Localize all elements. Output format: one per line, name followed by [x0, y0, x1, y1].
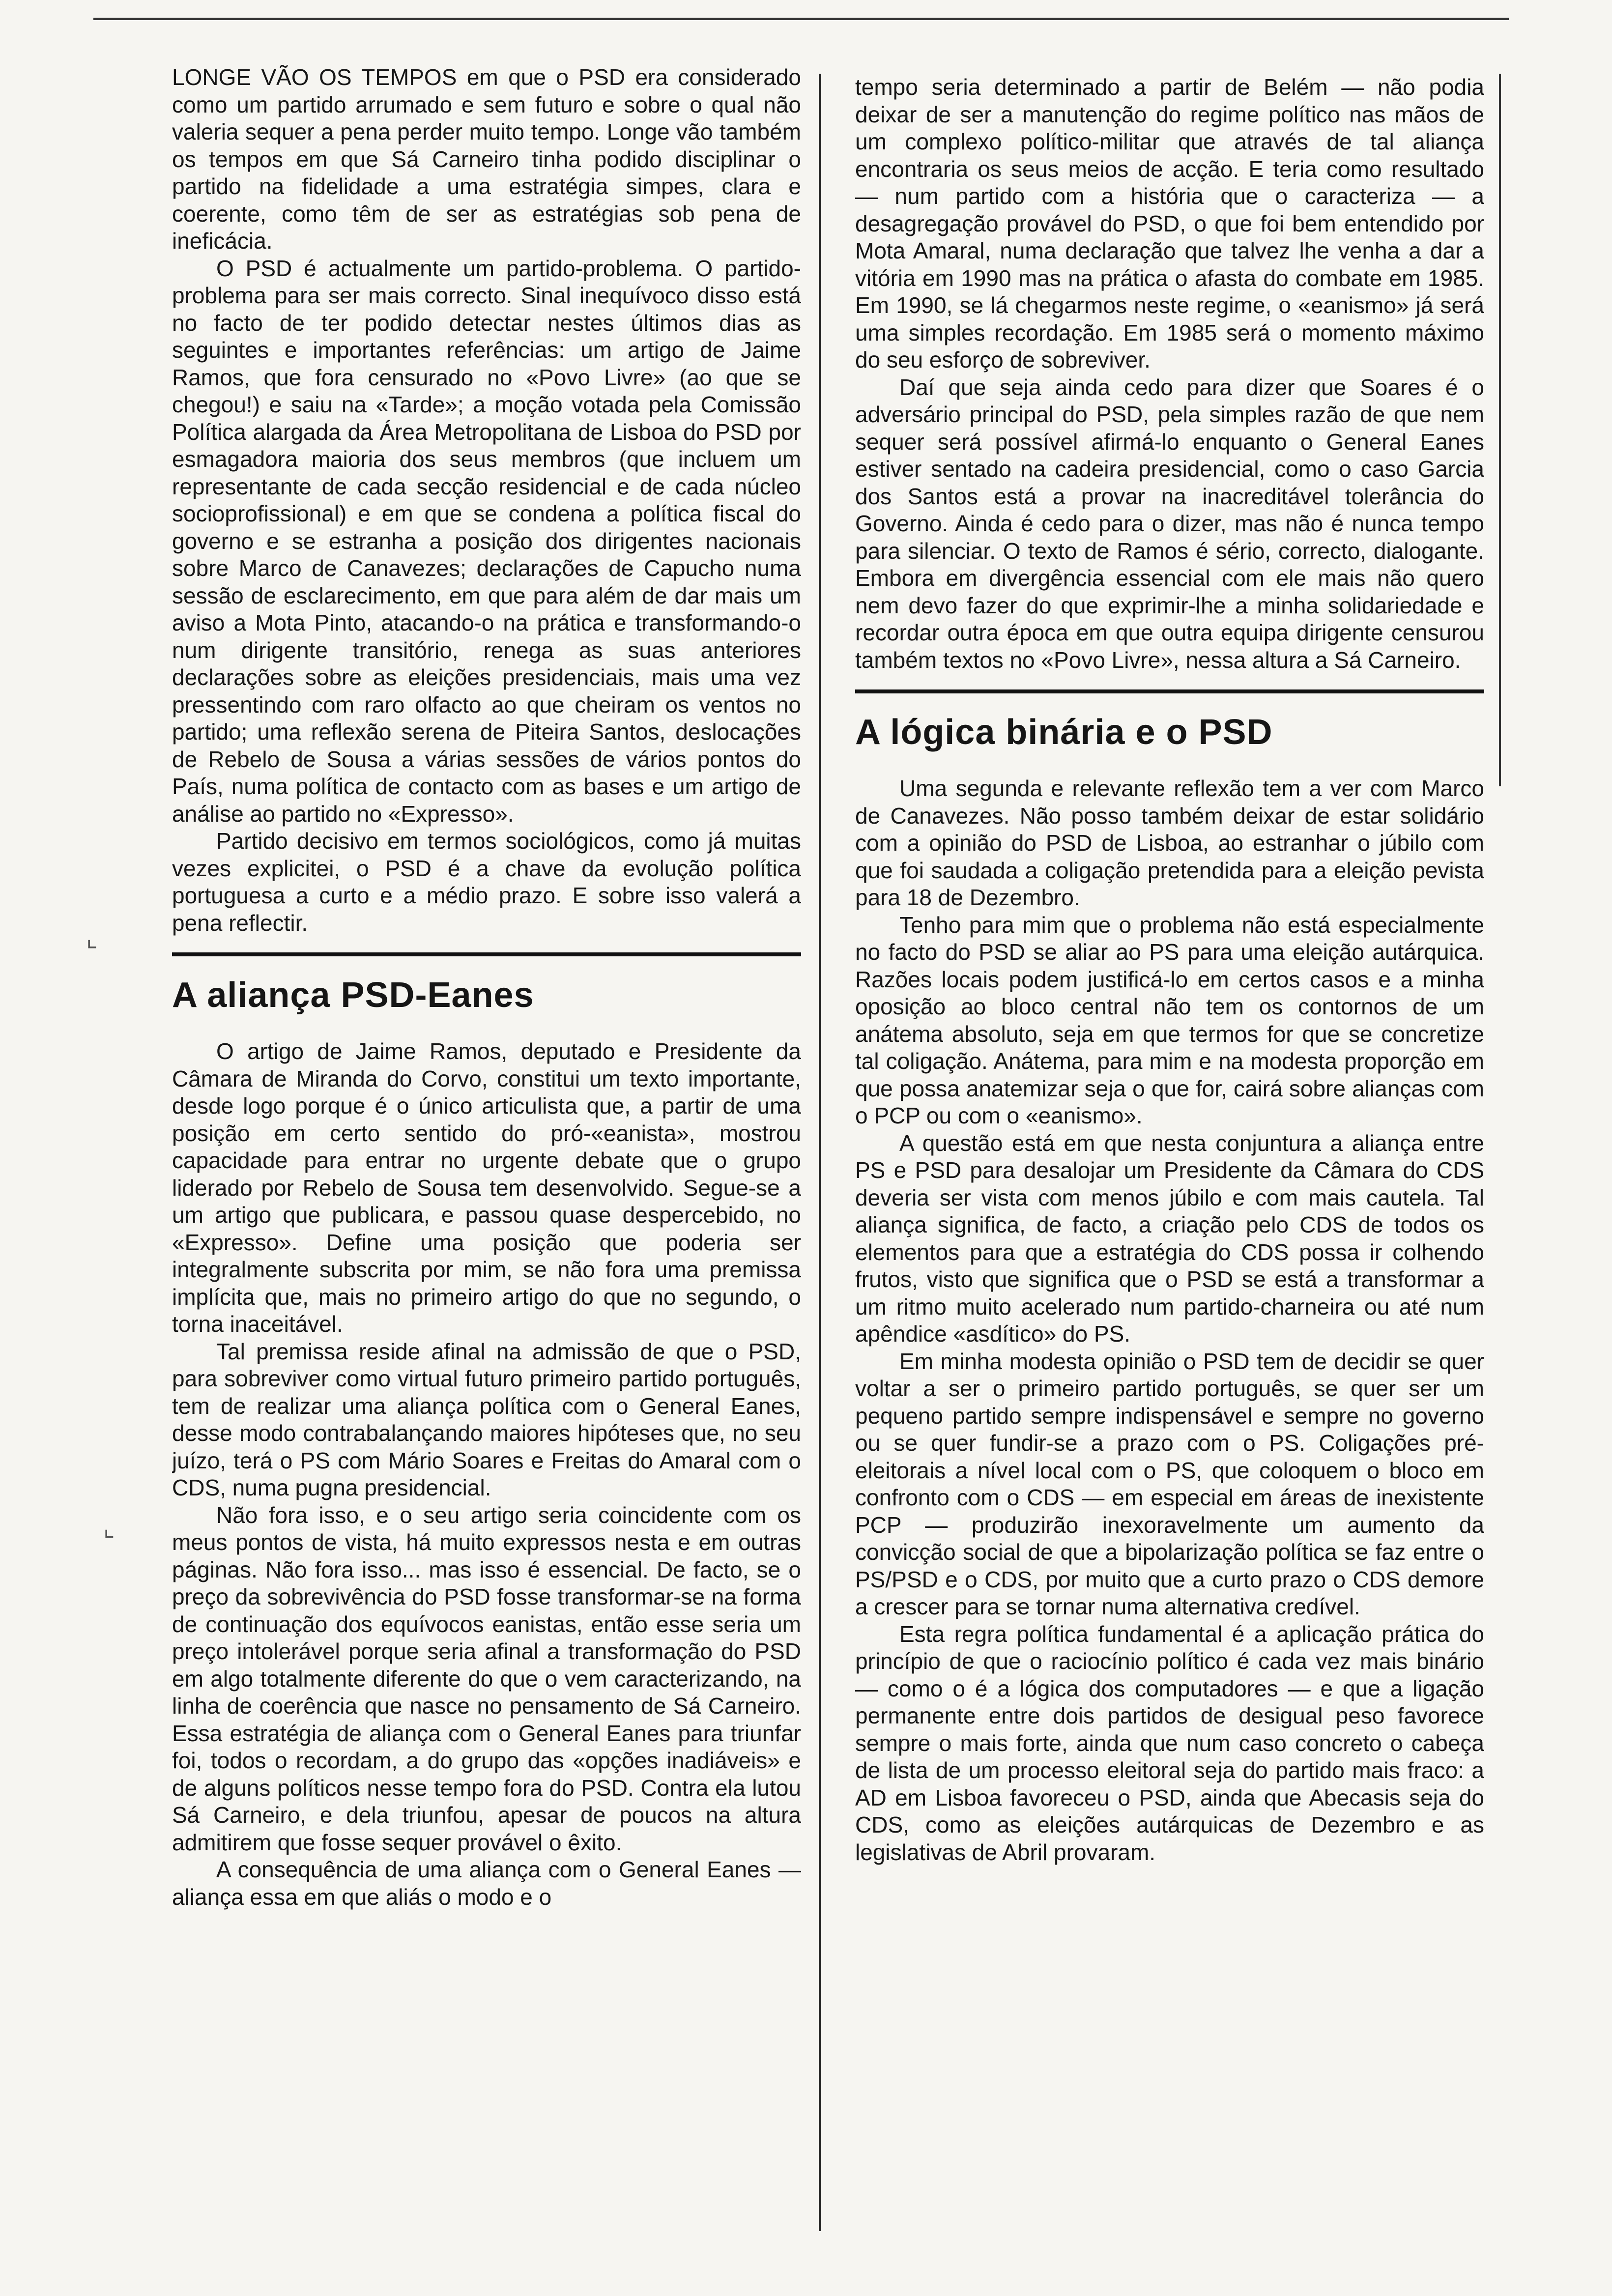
section-paragraph: O artigo de Jaime Ramos, deputado e Presidente da Câmara de Miranda do Corvo, constitui um texto importante, desde logo porque é o único articulista que, a partir de uma posição em certo sentido do pró-«eanista», mostrou capacidade para entrar no urgente debate que o grupo liderado por Rebelo de Sousa tem desenvolvido. Segue-se a um artigo que publicara, e passou quase despercebido, no «Expresso». Define uma posição que poderia ser integralmente subscrita por mim, se não fora uma premissa implícita que, mais no primeiro artigo do que no segundo, o torna inaceitável.	[172, 1038, 801, 1337]
section-heading: A aliança PSD-Eanes	[172, 976, 534, 1015]
scan-bracket-mark: ⌞	[86, 924, 98, 952]
section-paragraph: Uma segunda e relevante reflexão tem a ver com Marco de Canavezes. Não posso também deixar de estar solidário com a opinião do PSD de Lisboa, ao estranhar o júbilo com que foi saudada a coligação pretendida para a eleição pevista para 18 de Dezembro.	[855, 775, 1484, 910]
continued-paragraph: tempo seria determinado a partir de Belém — não podia deixar de ser a manutenção do regime político nas mãos de um complexo político-militar que através de tal aliança encontraria os seus meios de acção. E teria como resultado — num partido com a história que o caracteriza — a desagregação provável do PSD, o que foi bem entendido por Mota Amaral, numa declaração que talvez lhe venha a dar a vitória em 1990 mas na prática o afasta do combate em 1985. Em 1990, se lá chegarmos neste regime, o «eanismo» já será uma simples recordação. Em 1985 será o momento máximo do seu esforço de sobreviver.	[855, 74, 1484, 373]
section-paragraph: Tenho para mim que o problema não está especialmente no facto do PSD se aliar ao PS para uma eleição autárquica. Razões locais podem justificá-lo em certos casos e a minha oposição ao bloco central não tem os contornos de um anátema absoluto, seja em que termos for que se concretize tal coligação. Anátema, para mim e na modesta proporção em que possa anatemizar seja o que for, cairá sobre alianças com o PCP ou com o «eanismo».	[855, 912, 1484, 1128]
section-paragraph: Não fora isso, e o seu artigo seria coincidente com os meus pontos de vista, há muito expressos nesta e em outras páginas. Não fora isso... mas isso é essencial. De facto, se o preço da sobrevivência do PSD fosse transformar-se na forma de continuação dos equívocos eanistas, então esse seria um preço intolerável porque seria afinal a transformação do PSD em algo totalmente diferente do que o vem caracterizando, na linha de coerência que nasce no pensamento de Sá Carneiro. Essa estratégia de aliança com o General Eanes para triunfar foi, todos o recordam, a do grupo das «opções inadiáveis» e de alguns políticos nesse tempo fora do PSD. Contra ela lutou Sá Carneiro, e dela triunfou, apesar de poucos na altura admitirem que fosse sequer provável o êxito.	[172, 1502, 801, 1855]
section-paragraph: Tal premissa reside afinal na admissão de que o PSD, para sobreviver como virtual futuro primeiro partido português, tem de realizar uma aliança política com o General Eanes, desse modo contrabalançando maiores hipóteses que, no seu juízo, terá o PS com Mário Soares e Freitas do Amaral com o CDS, numa pugna presidencial.	[172, 1338, 801, 1500]
section-paragraph: A consequência de uma aliança com o General Eanes — aliança essa em que aliás o modo e o	[172, 1857, 801, 1910]
right-edge-rule	[1499, 74, 1501, 786]
column-separator	[819, 74, 821, 2231]
section-heading: A lógica binária e o PSD	[855, 713, 1273, 752]
section-paragraph: Em minha modesta opinião o PSD tem de decidir se quer voltar a ser o primeiro partido português, se quer ser um pequeno partido sempre indispensável e sempre no governo ou se quer fundir-se a prazo com o PS. Coligações pré-eleitorais a nível local com o PS, que coloquem o bloco em confronto com o CDS — em especial em áreas de inexistente PCP — produzirão inexoravelmente um aumento da convicção social de que a bipolarização política se faz entre o PS/PSD e o CDS, por muito que a curto prazo o CDS demore a crescer para se tornar numa alternativa credível.	[855, 1348, 1484, 1619]
section-paragraph: Esta regra política fundamental é a aplicação prática do princípio de que o raciocínio político é cada vez mais binário — como o é a lógica dos computadores — e que a ligação permanente entre dois partidos de desigual peso favorece sempre o mais forte, ainda que num caso concreto o cabeça de lista de um processo eleitoral seja do partido mais fraco: a AD em Lisboa favoreceu o PSD, ainda que Abecasis seja do CDS, como as eleições autárquicas de Dezembro e as legislativas de Abril provaram.	[855, 1621, 1484, 1865]
continued-paragraph: Daí que seja ainda cedo para dizer que Soares é o adversário principal do PSD, pela simples razão de que nem sequer será possível afirmá-lo enquanto o General Eanes estiver sentado na cadeira presidencial, como o caso Garcia dos Santos está a provar na inacreditável tolerância do Governo. Ainda é cedo para o dizer, mas não é nunca tempo para silenciar. O texto de Ramos é sério, correcto, dialogante. Embora em divergência essencial com ele mais não quero nem devo fazer do que exprimir-lhe a minha solidariedade e recordar outra época em que outra equipa dirigente censurou também textos no «Povo Livre», nessa altura a Sá Carneiro.	[855, 374, 1484, 673]
left-column	[172, 64, 801, 2236]
scan-bracket-mark: ⌞	[103, 1514, 115, 1542]
page-top-rule	[93, 18, 1509, 20]
intro-paragraph: O PSD é actualmente um partido-problema. O partido-problema para ser mais correcto. Sinal inequívoco disso está no facto de ter podido detectar nestes últimos dias as seguintes e importantes referências: um artigo de Jaime Ramos, que fora censurado no «Povo Livre» (ao que se chegou!) e saiu na «Tarde»; a moção votada pela Comissão Política alargada da Área Metropolitana de Lisboa do PSD por esmagadora maioria dos seus membros (que incluem um representante de cada secção residencial e de cada núcleo socioprofissional) e em que se condena a política fiscal do governo e se estranha a posição dos dirigentes nacionais sobre Marco de Canavezes; declarações de Capucho numa sessão de esclarecimento, em que para além de dar mais um aviso a Mota Pinto, atacando-o na prática e transformando-o num dirigente transitório, renega as suas anteriores declarações sobre as eleições presidenciais, mais uma vez pressentindo com raro olfacto ao que cheiram os ventos no partido; uma reflexão serena de Piteira Santos, deslocações de Rebelo de Sousa a várias sessões de vários pontos do País, numa política de contacto com as bases e um artigo de análise ao partido no «Expresso».	[172, 255, 801, 827]
right-column	[855, 74, 1484, 2246]
section-divider	[855, 689, 1484, 693]
intro-paragraph: Partido decisivo em termos sociológicos, como já muitas vezes explicitei, o PSD é a chave da evolução política portuguesa a curto e a médio prazo. E sobre isso valerá a pena reflectir.	[172, 828, 801, 936]
intro-paragraph: LONGE VÃO OS TEMPOS em que o PSD era considerado como um partido arrumado e sem futuro e sobre o qual não valeria sequer a pena perder muito tempo. Longe vão também os tempos em que Sá Carneiro tinha podido disciplinar o partido na fidelidade a uma estratégia simpes, clara e coerente, como têm de ser as estratégias sob pena de ineficácia.	[172, 64, 801, 254]
section-paragraph: A questão está em que nesta conjuntura a aliança entre PS e PSD para desalojar um Presidente da Câmara do CDS deveria ser vista com menos júbilo e com mais cautela. Tal aliança significa, de facto, a criação pelo CDS de todos os elementos para que a estratégia do CDS possa ir colhendo frutos, visto que significa que o PSD se está a transformar a um ritmo muito acelerado num partido-charneira ou até num apêndice «asdítico» do PS.	[855, 1130, 1484, 1347]
section-divider	[172, 952, 801, 956]
